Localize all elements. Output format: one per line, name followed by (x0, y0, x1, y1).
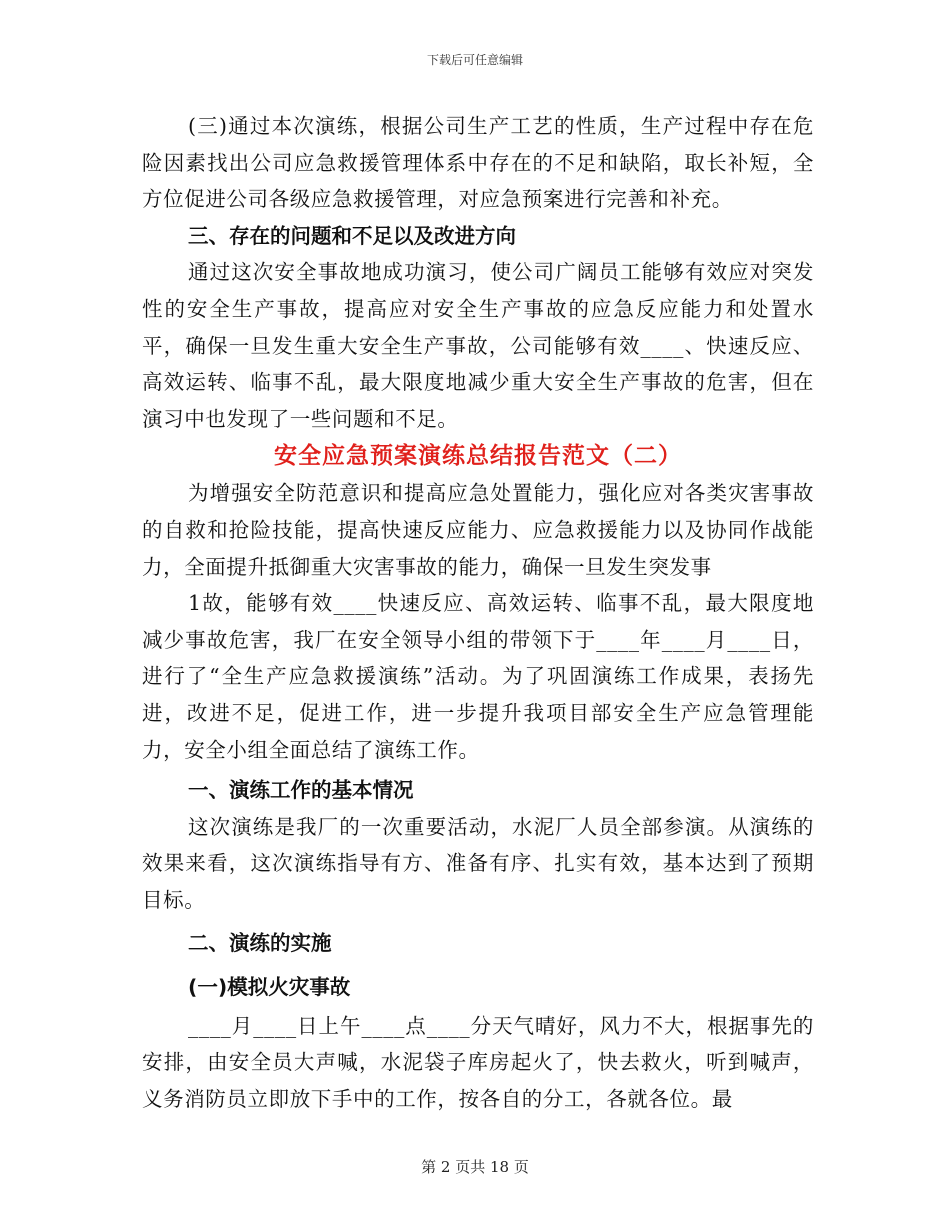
paragraph-basic-situation: 这次演练是我厂的一次重要活动，水泥厂人员全部参演。从演练的效果来看，这次演练指导有方、准备有序、扎实有效，基本达到了预期目标。 (142, 814, 814, 912)
paragraph-intro-1: 为增强安全防范意识和提高应急处置能力，强化应对各类灾害事故的自救和抢险技能，提高快速反应能力、应急救援能力以及协同作战能力，全面提升抵御重大灾害事故的能力，确保一旦发生突发事 (142, 481, 814, 579)
paragraph-section-3: (三)通过本次演练，根据公司生产工艺的性质，生产过程中存在危险因素找出公司应急救援管理体系中存在的不足和缺陷，取长补短，全方位促进公司各级应急救援管理，对应急预案进行完善和补充。 (142, 114, 814, 212)
page-header: 下载后可任意编辑 (426, 53, 523, 67)
paragraph-fire-simulation: ____月____日上午____点____分天气晴好，风力不大，根据事先的安排，由安全员大声喊，水泥袋子库房起火了，快去救火，听到喊声，义务消防员立即放下手中的工作，按各自的分工，各就各位。最 (142, 1013, 814, 1111)
page-footer: 第 2 页共 18 页 (421, 1158, 529, 1176)
heading-implementation: 二、演练的实施 (188, 931, 332, 956)
document-title: 安全应急预案演练总结报告范文（二） (274, 443, 682, 470)
heading-fire-simulation: (一)模拟火灾事故 (188, 975, 351, 1000)
paragraph-problems: 通过这次安全事故地成功演习，使公司广阔员工能够有效应对突发性的安全生产事故，提高应对安全生产事故的应急反应能力和处置水平，确保一旦发生重大安全生产事故，公司能够有效____、快速反应、高效运转、临事不乱，最大限度地减少重大安全生产事故的危害，但在演习中也发现了一些问题和不足。 (142, 260, 814, 431)
heading-problems: 三、存在的问题和不足以及改进方向 (188, 223, 516, 248)
paragraph-intro-2: 1故，能够有效____快速反应、高效运转、临事不乱，最大限度地减少事故危害，我厂在安全领导小组的带领下于____年____月____日，进行了“全生产应急救援演练”活动。为了巩固演练工作成果，表扬先进，改进不足，促进工作，进一步提升我项目部安全生产应急管理能力，安全小组全面总结了演练工作。 (142, 591, 814, 762)
document-body (142, 108, 814, 1117)
heading-basic-situation: 一、演练工作的基本情况 (188, 778, 414, 803)
